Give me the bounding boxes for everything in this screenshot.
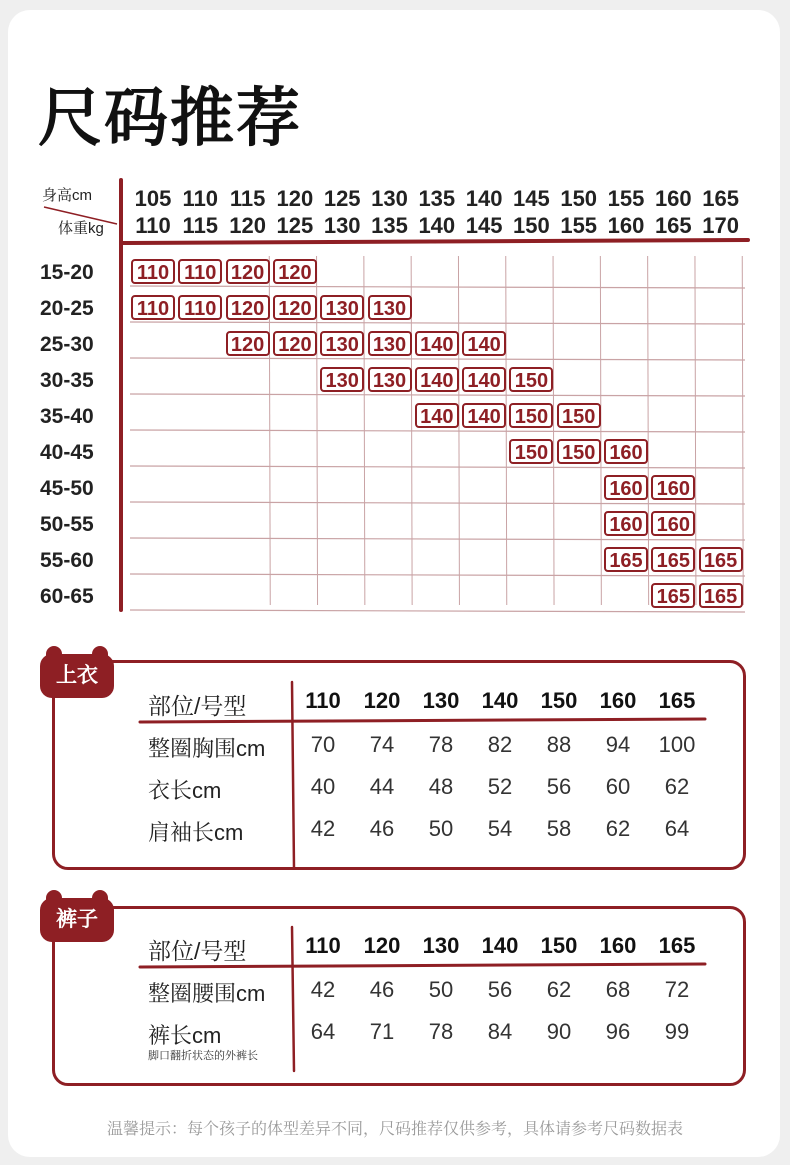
height-bottom-label: 155 [560, 213, 598, 238]
height-bottom-label: 145 [465, 213, 503, 238]
grid-row-line [130, 466, 745, 468]
table-value-cell: 84 [487, 1019, 513, 1044]
weight-row-label: 35-40 [40, 405, 94, 428]
corner-weight-label: 体重kg [58, 220, 104, 237]
recommended-size-cell: 130 [368, 331, 412, 356]
recommended-size-cell: 150 [557, 439, 601, 464]
grid-row-line [130, 502, 745, 504]
table-size-header: 130 [422, 933, 460, 958]
height-top-label: 155 [607, 186, 645, 211]
table-value-cell: 78 [428, 732, 454, 757]
table-value-cell: 90 [546, 1019, 572, 1044]
height-top-label: 125 [323, 186, 361, 211]
table-value-cell: 40 [310, 774, 336, 799]
table-value-cell: 46 [369, 816, 395, 841]
grid-row-line [130, 286, 745, 288]
height-top-label: 120 [276, 186, 314, 211]
height-bottom-label: 150 [513, 213, 550, 238]
recommended-size-cell: 130 [368, 295, 412, 320]
grid-column-line [695, 256, 696, 605]
table-size-header: 140 [481, 933, 519, 958]
recommended-size-cell: 140 [415, 403, 459, 428]
corner-height-label: 身高cm [42, 187, 92, 204]
table-row-label: 裤长cm [148, 1023, 222, 1048]
grid-row-line [130, 430, 745, 432]
table-value-cell: 82 [487, 732, 513, 757]
table-value-cell: 56 [546, 774, 572, 799]
height-bottom-label: 135 [371, 213, 408, 238]
weight-row-label: 20-25 [40, 297, 94, 320]
recommended-size-cell: 160 [651, 475, 695, 500]
table-row-label: 衣长cm [148, 778, 222, 803]
recommended-size-cell: 130 [320, 367, 364, 392]
table-row-label: 肩袖长cm [148, 820, 244, 845]
recommended-size-cell: 150 [509, 403, 553, 428]
table-value-cell: 99 [664, 1019, 690, 1044]
recommended-size-cell: 140 [415, 331, 459, 356]
recommended-size-cell: 140 [462, 403, 506, 428]
grid-column-line [506, 256, 507, 605]
recommended-size-cell: 165 [651, 547, 695, 572]
table-header-divider [140, 964, 705, 967]
recommended-size-cell: 150 [509, 367, 553, 392]
table-value-cell: 71 [369, 1019, 395, 1044]
height-top-label: 165 [702, 186, 739, 211]
height-bottom-label: 125 [276, 213, 314, 238]
height-top-label: 145 [513, 186, 550, 211]
height-top-label: 140 [465, 186, 503, 211]
recommended-size-cell: 110 [131, 259, 175, 284]
weight-row-label: 50-55 [40, 513, 94, 536]
height-top-label: 135 [418, 186, 456, 211]
table-size-header: 110 [305, 688, 341, 713]
height-bottom-label: 140 [418, 213, 456, 238]
table-header-label: 部位/号型 [148, 693, 247, 719]
recommended-size-cell: 140 [415, 367, 459, 392]
height-bottom-label: 170 [702, 213, 739, 238]
grid-row-line [130, 610, 745, 612]
table-value-cell: 50 [428, 816, 454, 841]
table-value-cell: 74 [369, 732, 395, 757]
weight-row-label: 25-30 [40, 333, 94, 356]
height-top-label: 130 [371, 186, 408, 211]
grid-column-line [600, 256, 601, 605]
table-header-divider [140, 719, 705, 722]
table-value-cell: 78 [428, 1019, 454, 1044]
recommended-size-cell: 165 [699, 547, 743, 572]
grid-column-line [553, 256, 554, 605]
table-value-cell: 58 [546, 816, 572, 841]
table-row-label: 整圈腰围cm [148, 981, 266, 1006]
weight-row-label: 60-65 [40, 585, 94, 608]
height-top-label: 160 [654, 186, 692, 211]
grid-row-line [130, 322, 745, 324]
table-value-cell: 52 [487, 774, 513, 799]
pants-length-note: 脚口翻折状态的外裤长 [148, 1050, 258, 1062]
recommended-size-cell: 165 [604, 547, 648, 572]
table-value-cell: 62 [546, 977, 572, 1002]
grid-row-line [130, 394, 745, 396]
weight-row-label: 30-35 [40, 369, 94, 392]
recommended-size-cell: 120 [273, 331, 317, 356]
recommended-size-cell: 120 [226, 259, 270, 284]
table-value-cell: 50 [428, 977, 454, 1002]
table-value-cell: 64 [310, 1019, 336, 1044]
footer-note: 温馨提示：每个孩子的体型差异不同，尺码推荐仅供参考，具体请参考尺码数据表 [106, 1121, 683, 1138]
height-bottom-label: 165 [654, 213, 692, 238]
recommended-size-cell: 160 [604, 475, 648, 500]
table-size-header: 160 [599, 933, 637, 958]
recommended-size-cell: 160 [604, 439, 648, 464]
table-value-cell: 100 [658, 732, 696, 757]
height-top-label: 115 [229, 186, 266, 211]
grid-row-line [130, 574, 745, 576]
recommended-size-cell: 140 [462, 367, 506, 392]
height-bottom-label: 110 [135, 213, 171, 238]
recommended-size-cell: 160 [604, 511, 648, 536]
grid-row-line [130, 358, 745, 360]
recommended-size-cell: 150 [509, 439, 553, 464]
table-value-cell: 94 [605, 732, 631, 757]
table-size-header: 165 [658, 688, 696, 713]
table-value-cell: 68 [605, 977, 631, 1002]
weight-row-label: 40-45 [40, 441, 94, 464]
table-value-cell: 44 [369, 774, 395, 799]
page-title: 尺码推荐 [38, 82, 302, 154]
height-top-label: 105 [134, 186, 172, 211]
top-tag: 上衣 [40, 654, 114, 698]
height-bottom-label: 115 [182, 213, 219, 238]
weight-row-label: 55-60 [40, 549, 94, 572]
recommended-size-cell: 130 [368, 367, 412, 392]
weight-row-label: 45-50 [40, 477, 94, 500]
recommended-size-cell: 120 [273, 295, 317, 320]
table-size-header: 150 [540, 688, 578, 713]
table-value-cell: 60 [605, 774, 631, 799]
recommended-size-cell: 120 [273, 259, 317, 284]
recommended-size-cell: 110 [178, 259, 222, 284]
recommended-size-cell: 120 [226, 295, 270, 320]
table-size-header: 140 [481, 688, 519, 713]
table-value-cell: 56 [487, 977, 513, 1002]
table-value-cell: 96 [605, 1019, 631, 1044]
table-row-label: 整圈胸围cm [148, 736, 266, 761]
grid-row-line [130, 538, 745, 540]
table-value-cell: 54 [487, 816, 513, 841]
height-bottom-label: 130 [323, 213, 361, 238]
height-top-label: 150 [560, 186, 598, 211]
table-size-header: 110 [305, 933, 341, 958]
table-value-cell: 42 [310, 977, 336, 1002]
table-value-cell: 62 [605, 816, 631, 841]
recommended-size-cell: 130 [320, 295, 364, 320]
recommended-size-cell: 160 [651, 511, 695, 536]
recommended-size-cell: 140 [462, 331, 506, 356]
table-size-header: 120 [363, 933, 401, 958]
table-header-label: 部位/号型 [148, 938, 247, 964]
table-value-cell: 72 [664, 977, 690, 1002]
table-value-cell: 42 [310, 816, 336, 841]
table-value-cell: 88 [546, 732, 572, 757]
table-value-cell: 48 [428, 774, 454, 799]
recommended-size-cell: 150 [557, 403, 601, 428]
table-size-header: 120 [363, 688, 401, 713]
recommended-size-cell: 120 [226, 331, 270, 356]
pants-tag: 裤子 [40, 898, 114, 942]
weight-row-label: 15-20 [40, 261, 94, 284]
table-value-cell: 62 [664, 774, 690, 799]
grid-header-divider [121, 240, 748, 243]
recommended-size-cell: 165 [699, 583, 743, 608]
table-size-header: 160 [599, 688, 637, 713]
recommended-size-cell: 165 [651, 583, 695, 608]
table-value-cell: 64 [664, 816, 690, 841]
height-bottom-label: 120 [229, 213, 266, 238]
height-bottom-label: 160 [607, 213, 645, 238]
recommended-size-cell: 110 [178, 295, 222, 320]
table-value-cell: 46 [369, 977, 395, 1002]
recommended-size-cell: 110 [131, 295, 175, 320]
table-size-header: 130 [422, 688, 460, 713]
table-size-header: 150 [540, 933, 578, 958]
table-size-header: 165 [658, 933, 696, 958]
height-top-label: 110 [182, 186, 219, 211]
recommended-size-cell: 130 [320, 331, 364, 356]
table-value-cell: 70 [310, 732, 336, 757]
